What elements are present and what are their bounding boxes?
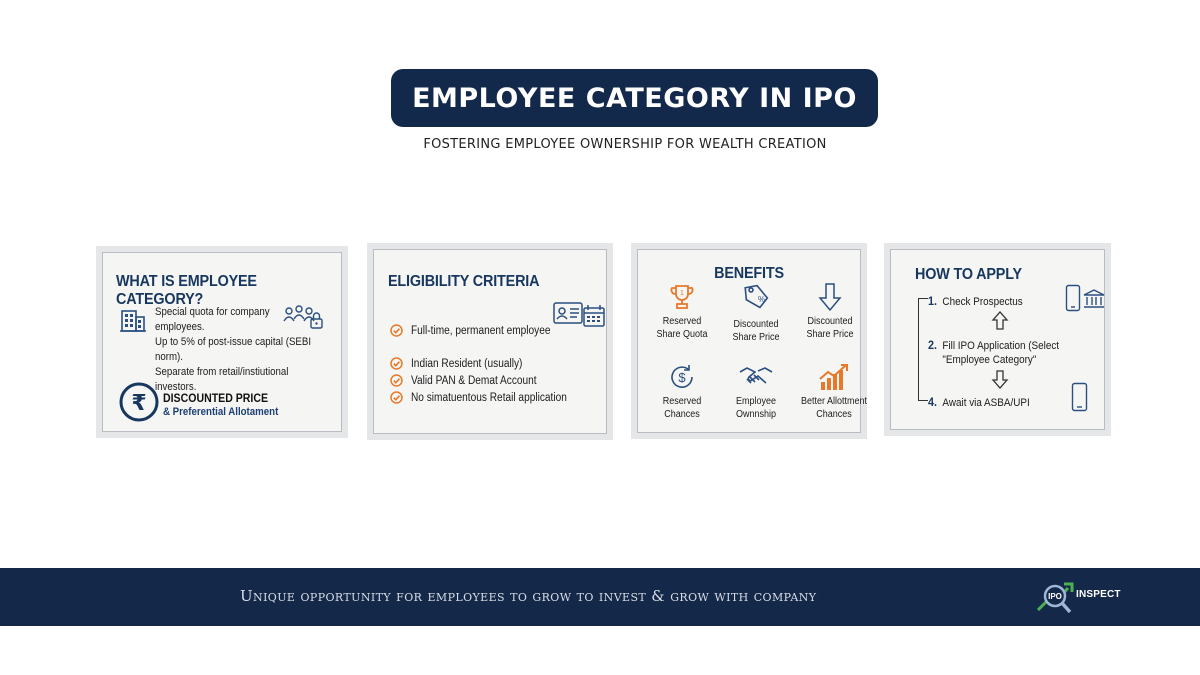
criteria-item [390,355,538,373]
eligibility-heading: ELIGIBILITY CRITERIA [388,273,540,290]
step-text: Check Prospectus [942,296,1023,308]
criteria-item [390,372,554,390]
benefit-item [716,362,796,421]
benefit-label-line: Discounted [733,319,779,330]
benefit-label-line: Share Quota [656,329,708,340]
benefit-label-line: Employee [735,396,777,407]
criteria-item [390,389,589,407]
benefit-label-line: Better Allottment [800,396,868,407]
what-is-line: Separate from retail/instiutional investors. [155,366,289,393]
up-arrow-icon [991,310,1009,330]
apply-step [928,294,1023,309]
steps-bracket [918,298,928,401]
page-subtitle: FOSTERING EMPLOYEE OWNERSHIP FOR WEALTH CREATION [423,137,827,152]
benefit-label-line: Ownnship [735,409,777,420]
rupee-icon [119,382,159,422]
benefit-item [642,282,722,341]
step-number: 4. [928,395,938,409]
bank-icon [1083,288,1105,310]
discount-title: DISCOUNTED PRICE [163,391,269,405]
handshake-icon [716,362,796,392]
benefit-label [794,315,866,341]
svg-text:$: $ [678,370,686,385]
benefit-item [794,362,874,421]
benefit-label [720,395,792,421]
benefit-label-line: Discounted [807,316,853,327]
benefit-label-line: Share Price [806,329,854,340]
svg-text:%: % [758,295,766,304]
growth-chart-icon [794,362,874,392]
price-tag-icon [716,282,796,312]
criteria-text: Full-time, permanent employee [411,324,551,337]
apply-step [928,395,1030,410]
discount-subtitle: & Preferential Allotament [163,406,279,418]
office-building-icon [119,307,147,333]
benefit-label-line: Chances [664,409,700,420]
what-is-description [155,305,322,395]
eligibility-card [367,243,613,440]
benefit-item [642,362,722,421]
benefits-card [631,243,867,439]
what-is-card [96,246,348,438]
step-number: 1. [928,294,938,308]
footer-bar [0,568,1200,626]
svg-text:1: 1 [680,290,684,297]
benefit-label-line: Reserved [662,316,702,327]
criteria-text: Valid PAN & Demat Account [411,374,538,387]
page-title: EMPLOYEE CATEGORY IN IPO [412,82,857,114]
what-is-line: employees. [155,321,205,333]
benefits-heading: BENEFITS [714,265,784,282]
logo-text: INSPECT [1076,589,1121,600]
apply-step [928,338,1059,367]
benefit-label [798,395,870,421]
how-to-apply-heading: HOW TO APPLY [915,266,1022,283]
benefits-card-inner [637,249,868,433]
check-circle-icon [390,391,403,404]
benefit-label-line: Reserved [662,396,702,407]
what-is-line: Special quota for company [155,306,270,318]
criteria-text: Indian Resident (usually) [411,357,523,370]
benefit-label [646,315,718,341]
how-to-apply-card-inner [890,249,1105,430]
criteria-item [390,322,570,340]
discount-block [163,391,294,418]
trophy-icon [642,282,722,312]
step-number: 2. [928,338,938,352]
step-text-continued: "Employee Category" [942,354,1037,366]
check-circle-icon [390,374,403,387]
benefit-label-line: Share Price [732,332,780,343]
benefit-label [720,318,792,344]
benefit-label [646,395,718,421]
benefit-item [790,282,870,341]
mobile-phone-icon [1071,382,1089,412]
what-is-card-inner [102,252,342,432]
benefit-label-line: Chances [816,409,852,420]
check-circle-icon [390,324,403,337]
step-text: Fill IPO Application (Select [942,340,1060,352]
what-is-heading: WHAT IS EMPLOYEE CATEGORY? [116,273,257,308]
step-text: Await via ASBA/UPI [942,397,1030,409]
mobile-phone-icon [1065,284,1081,312]
ipo-inspect-logo-icon [1034,574,1078,623]
dollar-cycle-icon [642,362,722,392]
check-circle-icon [390,357,403,370]
what-is-line: Up to 5% of post-issue capital (SEBI norm). [155,336,312,363]
logo-badge-text: IPO [1048,592,1062,601]
how-to-apply-card [884,243,1111,436]
down-arrow-icon [991,370,1009,390]
criteria-text: No simatuentous Retail application [411,391,568,404]
title-banner [391,69,878,127]
footer-tagline: Unique opportunity for employees to grow to invest & grow with company [240,587,817,605]
eligibility-card-inner [373,249,607,434]
down-arrow-icon [790,282,870,312]
svg-text:₹: ₹ [131,391,147,416]
benefit-item [716,282,796,344]
